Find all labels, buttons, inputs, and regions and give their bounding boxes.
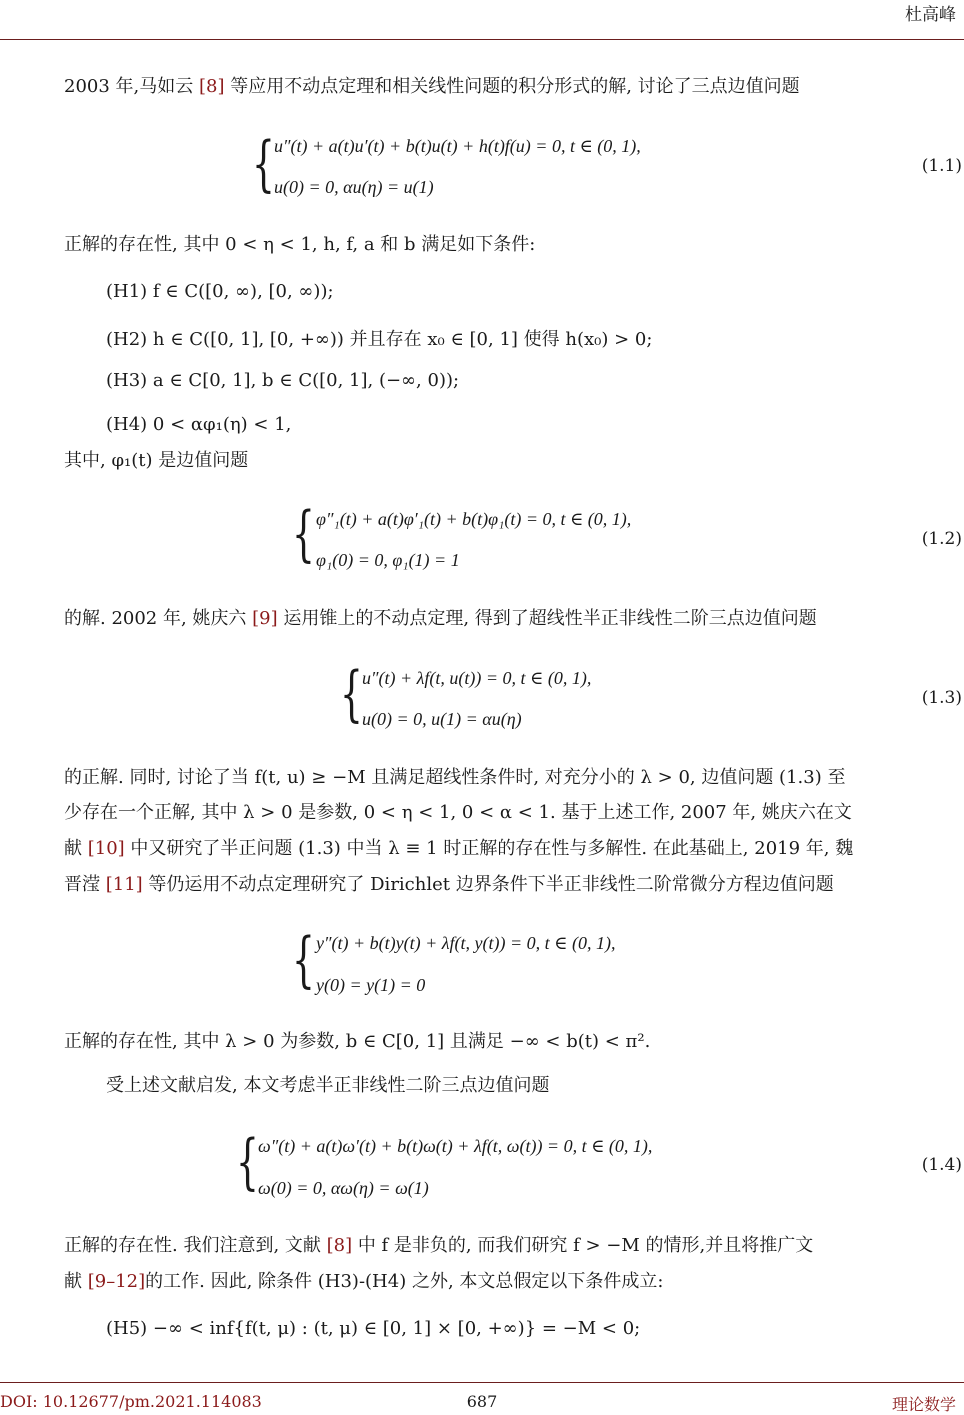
citation-link[interactable]: [8] bbox=[198, 76, 225, 97]
equation-number: (1.2) bbox=[921, 529, 962, 549]
citation-link[interactable]: [10] bbox=[87, 838, 125, 859]
text: 正解的存在性. 我们注意到, 文献 bbox=[64, 1235, 327, 1256]
condition-h1: (H1) f ∈ C([0, ∞), [0, ∞)); bbox=[106, 281, 334, 302]
doi-link[interactable]: DOI: 10.12677/pm.2021.114083 bbox=[0, 1392, 262, 1411]
journal-name: 理论数学 bbox=[891, 1395, 956, 1414]
paragraph: 正解的存在性, 其中 λ > 0 为参数, b ∈ C[0, 1] 且满足 −∞ < b(t) < π². bbox=[64, 1031, 651, 1052]
condition-h3: (H3) a ∈ C[0, 1], b ∈ C([0, 1], (−∞, 0)); bbox=[106, 370, 460, 391]
text: 等仍运用不动点定理研究了 Dirichlet 边界条件下半正非线性二阶常微分方程边值问题 bbox=[142, 874, 834, 895]
citation-link[interactable]: [11] bbox=[105, 874, 143, 895]
equation-1-4-line-1: ω″(t) + a(t)ω′(t) + b(t)ω(t) + λf(t, ω(t)) = 0, t ∈ (0, 1), bbox=[258, 1136, 653, 1156]
condition-h2: (H2) h ∈ C([0, 1], [0, +∞)) 并且存在 x₀ ∈ [0, 1] 使得 h(x₀) > 0; bbox=[106, 329, 653, 350]
paragraph: 正解的存在性, 其中 0 < η < 1, h, f, a 和 b 满足如下条件: bbox=[64, 234, 536, 255]
citation-link[interactable]: [8] bbox=[326, 1235, 353, 1256]
text: 献 bbox=[64, 838, 88, 859]
paragraph-line bbox=[64, 1229, 813, 1263]
equation-1-4-line-2: ω(0) = 0, αω(η) = ω(1) bbox=[258, 1178, 429, 1198]
text: 中又研究了半正问题 (1.3) 中当 λ ≡ 1 时正解的存在性与多解性. 在此基础上, 2019 年, 魏 bbox=[124, 838, 854, 859]
running-header-author: 杜高峰 bbox=[905, 5, 956, 25]
header-rule bbox=[0, 39, 964, 40]
dirichlet-equation-line-1: y″(t) + b(t)y(t) + λf(t, y(t)) = 0, t ∈ (0, 1), bbox=[316, 933, 616, 953]
brace: { bbox=[340, 659, 363, 729]
page-number: 687 bbox=[466, 1392, 498, 1411]
dirichlet-equation-line-2: y(0) = y(1) = 0 bbox=[316, 975, 426, 995]
equation-1-2-line-1: φ″₁(t) + a(t)φ′₁(t) + b(t)φ₁(t) = 0, t ∈ (0, 1), bbox=[316, 509, 632, 529]
equation-number: (1.1) bbox=[921, 156, 962, 176]
citation-link[interactable]: [9–12] bbox=[87, 1271, 146, 1292]
paragraph-line: 的正解. 同时, 讨论了当 f(t, u) ≥ −M 且满足超线性条件时, 对充分小的 λ > 0, 边值问题 (1.3) 至 bbox=[64, 767, 846, 788]
condition-h4: (H4) 0 < αφ₁(η) < 1, bbox=[106, 414, 292, 435]
paragraph-intro bbox=[64, 70, 800, 104]
footer-rule bbox=[0, 1382, 964, 1383]
text: 献 bbox=[64, 1271, 88, 1292]
citation-link[interactable]: [9] bbox=[252, 608, 278, 629]
paragraph: 受上述文献启发, 本文考虑半正非线性二阶三点边值问题 bbox=[106, 1075, 550, 1096]
text: 中 f 是非负的, 而我们研究 f > −M 的情形,并且将推广文 bbox=[352, 1235, 814, 1256]
paragraph: 其中, φ₁(t) 是边值问题 bbox=[64, 450, 249, 471]
paragraph-line bbox=[64, 832, 853, 866]
text: 等应用不动点定理和相关线性问题的积分形式的解, 讨论了三点边值问题 bbox=[224, 76, 800, 97]
paragraph-line bbox=[64, 1265, 663, 1299]
condition-h5: (H5) −∞ < inf{f(t, μ) : (t, μ) ∈ [0, 1] × [0, +∞)} = −M < 0; bbox=[106, 1318, 641, 1339]
brace: { bbox=[292, 499, 315, 569]
text: 的解. 2002 年, 姚庆六 bbox=[64, 608, 253, 629]
paragraph-line bbox=[64, 868, 834, 902]
equation-1-3-line-2: u(0) = 0, u(1) = αu(η) bbox=[362, 709, 522, 729]
brace: { bbox=[292, 925, 315, 995]
text: 运用锥上的不动点定理, 得到了超线性半正非线性二阶三点边值问题 bbox=[277, 608, 817, 629]
equation-1-2-line-2: φ₁(0) = 0, φ₁(1) = 1 bbox=[316, 550, 460, 570]
text: 晋滢 bbox=[64, 874, 106, 895]
paragraph bbox=[64, 602, 817, 636]
equation-number: (1.4) bbox=[921, 1155, 962, 1175]
paragraph-line: 少存在一个正解, 其中 λ > 0 是参数, 0 < η < 1, 0 < α < 1. 基于上述工作, 2007 年, 姚庆六在文 bbox=[64, 802, 852, 823]
text: 2003 年,马如云 bbox=[64, 76, 199, 97]
text: 的工作. 因此, 除条件 (H3)-(H4) 之外, 本文总假定以下条件成立: bbox=[145, 1271, 664, 1292]
equation-1-1-line-1: u″(t) + a(t)u′(t) + b(t)u(t) + h(t)f(u) = 0, t ∈ (0, 1), bbox=[274, 136, 641, 156]
equation-1-3-line-1: u″(t) + λf(t, u(t)) = 0, t ∈ (0, 1), bbox=[362, 668, 592, 688]
brace: { bbox=[236, 1127, 259, 1197]
equation-1-1-line-2: u(0) = 0, αu(η) = u(1) bbox=[274, 177, 434, 197]
equation-number: (1.3) bbox=[921, 688, 962, 708]
brace: { bbox=[252, 129, 275, 199]
